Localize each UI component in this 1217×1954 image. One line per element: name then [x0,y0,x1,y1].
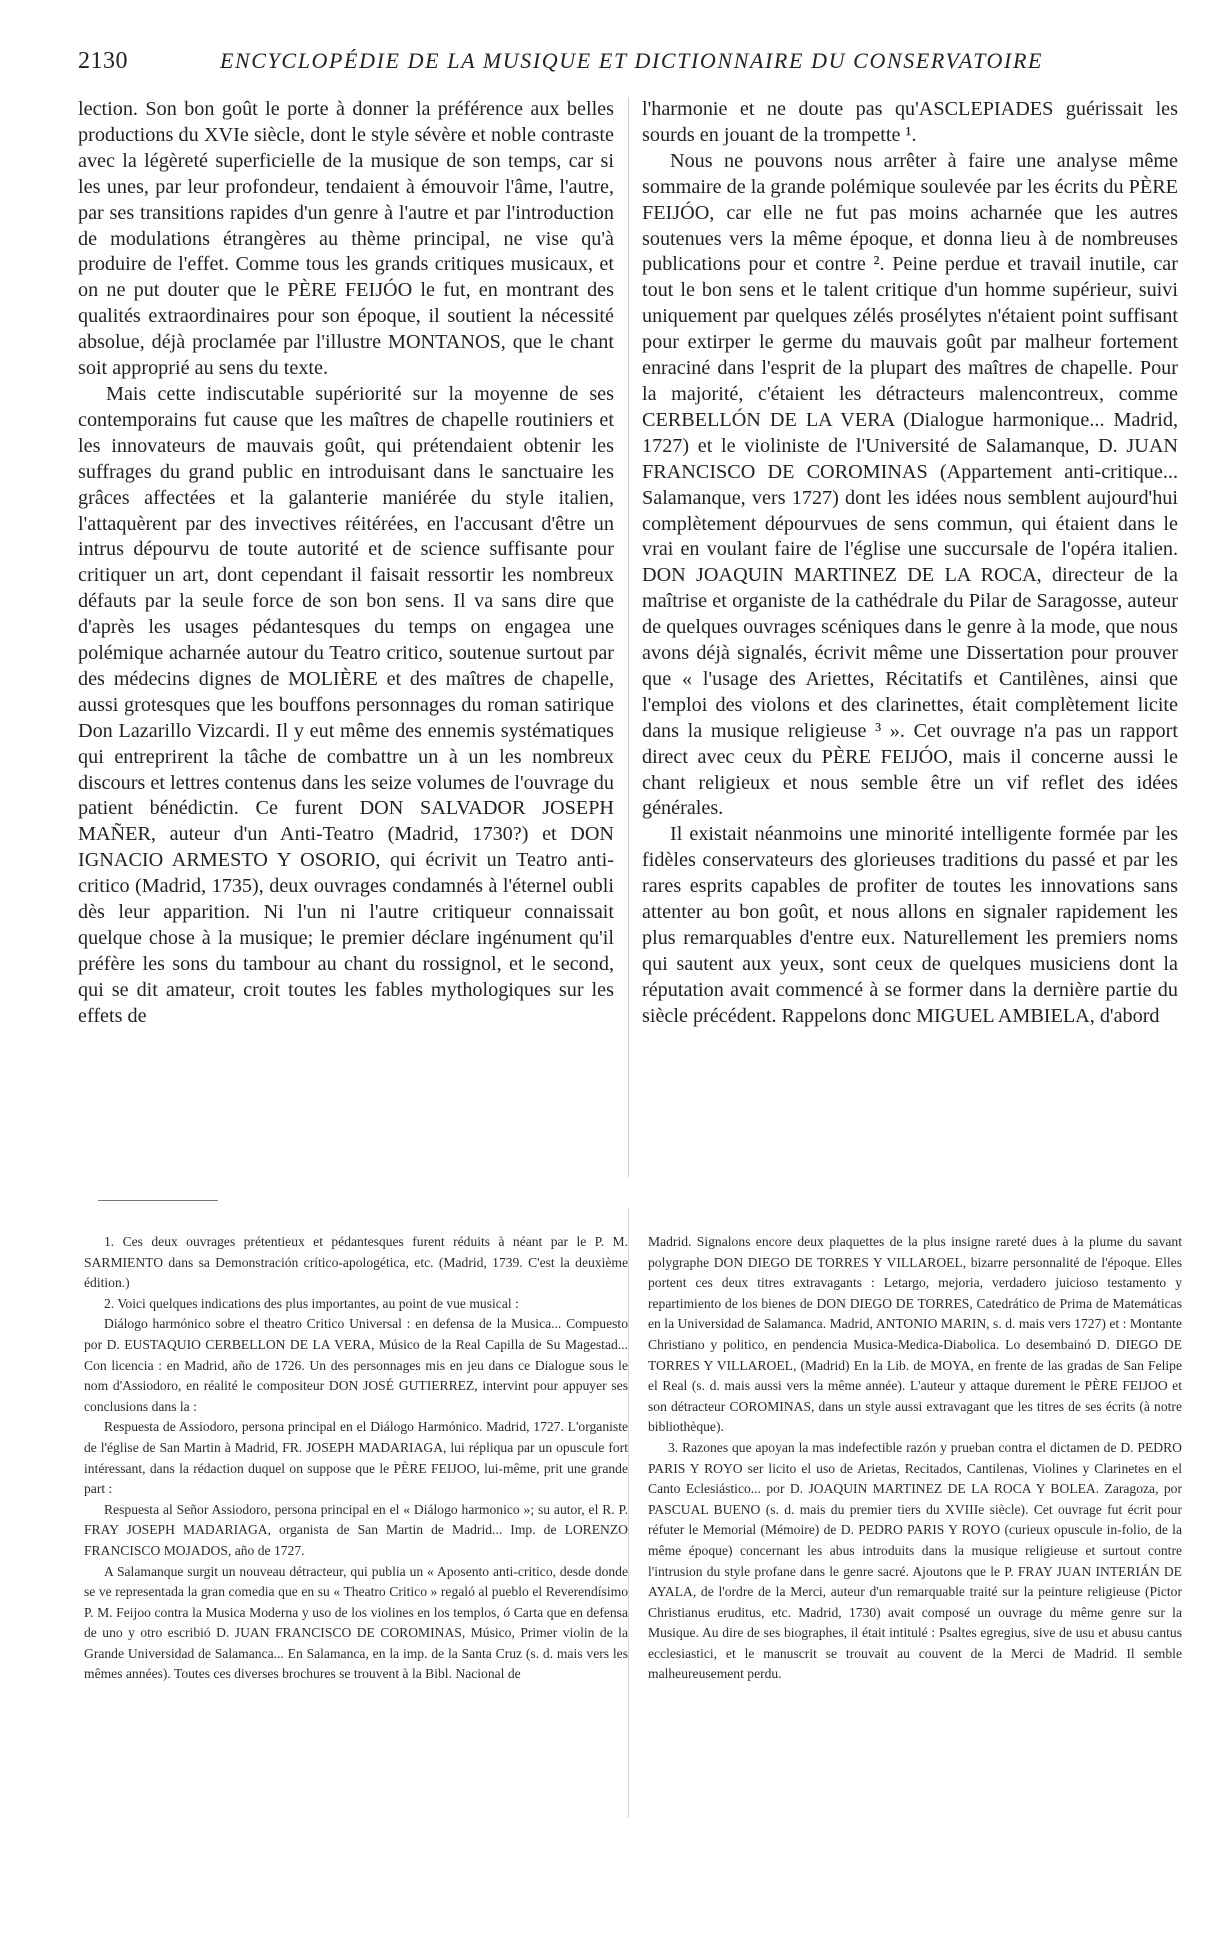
page-header [78,44,1140,80]
footnote-2-intro: 2. Voici quelques indications des plus importantes, au point de vue musical : [104,1295,519,1311]
footnote-2-entry-c: Respuesta al Señor Assiodoro, persona principal en el « Diálogo harmonico »; su autor, el R. P. FRAY JOSEPH MADARIAGA, organista de San Martin de Madrid... Imp. de LORENZO FRANCISCO MOJADOS, año de 1727. [84,1501,628,1558]
right-paragraph-2: Nous ne pouvons nous arrêter à faire une analyse même sommaire de la grande polémique soulevée par les écrits du PÈRE FEIJÓO, car elle ne fut pas moins acharnée que les autres soutenues vers la même époque, et donna lieu à de nombreuses publications pour et contre ². Peine perdue et travail inutile, car tout le bon sens et le talent critique d'un homme supérieur, suivi uniquement par quelques zélés prosélytes n'étaient point suffisant pour extirper le germe du mauvais goût par malheur fortement enraciné dans l'esprit de la plupart des maîtres de chapelle. Pour la majorité, c'étaient les détracteurs malencontreux, comme CERBELLÓN DE LA VERA (Dialogue harmonique... Madrid, 1727) et le violiniste de l'Université de Salamanque, D. JUAN FRANCISCO DE COROMINAS (Appartement anti-critique... Salamanque, vers 1727) dont les idées nous semblent aujourd'hui complètement dépourvues de sens commun, qui étaient dans le vrai en voulant faire de l'église une succursale de l'opéra italien. DON JOAQUIN MARTINEZ DE LA ROCA, directeur de la maîtrise et organiste de la cathédrale du Pilar de Saragosse, auteur de quelques ouvrages scéniques dans le genre à la mode, que nous avons déjà signalés, écrivit même une Dissertation pour prouver que « l'usage des Ariettes, Récitatifs et Cantilènes, ainsi que l'emploi des violons et des clarinettes, était complètement licite dans la musique religieuse ³ ». Cet ouvrage n'a pas un rapport direct avec ceux du PÈRE FEIJÓO, mais il concerne aussi le chant religieux et nous semble être un vif reflet des idées générales. [642,149,1178,820]
page-number: 2130 [78,48,128,74]
footnotes-left [84,1232,628,1685]
footnotes-right [648,1232,1182,1685]
right-column [642,97,1178,1030]
footnote-2-entry-d: A Salamanque surgit un nouveau détracteur, qui publia un « Aposento anti-critico, desde donde se ve representada la gran comedia que en su « Theatro Critico » regaló al pueblo el Reverendísimo P. M. Feijoo contra la Musica Moderna y uso de los violines en los templos, ó Carta que en defensa de uno y otro escribió D. JUAN FRANCISCO DE COROMINAS, Músico, Primer violin de la Grande Universidad de Salamanca... En Salamanca, en la imp. de la Santa Cruz (s. d. mais vers les mêmes années). Toutes ces diverses brochures se trouvent à la Bibl. Nacional de [84,1563,628,1682]
footnote-2-entry-a: Diálogo harmónico sobre el theatro Critico Universal : en defensa de la Musica... Compuesto por D. EUSTAQUIO CERBELLON DE LA VERA, Músico de la Real Capilla de Su Magestad... Con licencia : en Madrid, año de 1726. Un des personnages mis en jeu dans ce Dialogue sous le nom d'Assiodoro, en réalité le compositeur DON JOSÉ GUTIERREZ, intervint pour appuyer ses conclusions dans la : [84,1316,628,1414]
footnote-column-divider [628,1208,629,1818]
footnote-3: 3. Razones que apoyan la mas indefectible razón y prueban contra el dictamen de D. PEDRO PARIS Y ROYO ser licito el uso de Arietas, Recitados, Cantilenas, Violines y Clarinetes en el Canto Eclesiástico... por D. JOAQUIN MARTINEZ DE LA ROCA Y BOLEA. Zaragoza, por PASCUAL BUENO (s. d. mais du premier tiers du XVIIIe siècle). Cet ouvrage fut écrit pour réfuter le Memorial (Mémoire) de D. PEDRO PARIS Y ROYO (curieux opuscule in-folio, de la même époque) concernant les abus introduits dans la musique religieuse et surtout contre l'intrusion du style profane dans le genre sacré. Ajoutons que le P. FRAY JUAN INTERIÁN DE AYALA, de l'ordre de la Merci, auteur d'un remarquable traité sur la peinture religieuse (Pictor Christianus eruditus, etc. Madrid, 1730) avait composé un ouvrage du même genre sur la Musique. Au dire de ses biographes, il était intitulé : Psaltes egregius, sive de usu et abusu cantus ecclesiastici, et le manuscrit se trouvait au couvent de la Merci de Madrid. Il semble malheureusement perdu. [648,1439,1182,1682]
footnote-separator [98,1200,218,1201]
left-paragraph-1: lection. Son bon goût le porte à donner la préférence aux belles productions du XVIe siècle, dont le style sévère et noble contraste avec la légèreté superficielle de la musique de son temps, car si les unes, par leur profondeur, tendaient à émouvoir l'âme, l'autre, par ses transitions rapides d'un genre à l'autre et par l'introduction de modulations étrangères au thème principal, ne vise qu'à produire de l'effet. Comme tous les grands critiques musicaux, et on ne put douter que le PÈRE FEIJÓO le fut, en montrant des qualités extraordinaires pour son époque, il soutient la nécessité absolue, déjà proclamée par l'illustre MONTANOS, que le chant soit approprié au sens du texte. [78,98,614,380]
right-paragraph-1: l'harmonie et ne doute pas qu'ASCLEPIADES guérissait les sourds en jouant de la trompette ¹. [642,98,1178,146]
footnote-2-entry-b: Respuesta de Assiodoro, persona principal en el Diálogo Harmónico. Madrid, 1727. L'organiste de l'église de San Martin à Madrid, FR. JOSEPH MADARIAGA, lui répliqua par un opuscule fort intéressant, dans la rédaction duquel on suppose que le PÈRE FEIJOO, lui-même, prit une grande part : [84,1419,628,1497]
column-divider [628,97,629,1177]
left-column [78,97,614,1030]
running-title: ENCYCLOPÉDIE DE LA MUSIQUE ET DICTIONNAIRE DU CONSERVATOIRE [220,48,1044,73]
footnote-2-continued: Madrid. Signalons encore deux plaquettes de la plus insigne rareté dues à la plume du savant polygraphe DON DIEGO DE TORRES Y VILLAROEL, bizarre personnalité de l'époque. Elles portent ces deux titres extravagants : Letargo, mejoria, verdadero juicioso testamento y repartimiento de los bienes de DON DIEGO DE TORRES, Catedrático de Prima de Matemáticas en la Universidad de Salamanca. Madrid, ANTONIO MARIN, s. d. mais vers 1727) et : Montante Christiano y politico, en pendencia Musica-Medica-Diabolica. Lo desembainó D. DIEGO DE TORRES Y VILLAROEL, (Madrid) En la Lib. de MOYA, en frente de las gradas de San Felipe el Real (s. d. mais aussi vers la même année). L'auteur y attaque durement le PÈRE FEIJOO et son détracteur COROMINAS, dans un style aussi extravagant que les titres de ses écrits (à notre bibliothèque). [648,1234,1182,1435]
footnote-1: 1. Ces deux ouvrages prétentieux et pédantesques furent réduits à néant par le P. M. SARMIENTO dans sa Demonstración crítico-apologética, etc. (Madrid, 1739. C'est la deuxième édition.) [84,1234,628,1291]
left-paragraph-2: Mais cette indiscutable supériorité sur la moyenne de ses contemporains fut cause que les maîtres de chapelle routiniers et les innovateurs de mauvais goût, qui prétendaient obtenir les suffrages du grand public en introduisant dans le sanctuaire les grâces affectées et la galanterie maniérée du style italien, l'attaquèrent par des invectives réitérées, en l'accusant d'être un intrus dépourvu de toute autorité et de science suffisante pour critiquer un art, dont cependant il faisait ressortir les nombreux défauts par la seule force de son bon sens. Il va sans dire que d'après les usages pédantesques du temps on engagea une polémique acharnée autour du Teatro critico, soutenue surtout par des médecins dignes de MOLIÈRE et des maîtres de chapelle, aussi grotesques que les bouffons personnages du roman satirique Don Lazarillo Vizcardi. Il y eut même des ennemis systématiques qui entreprirent la tâche de combattre un à un les nombreux discours et lettres contenus dans les seize volumes de l'ouvrage du patient bénédictin. Ce furent DON SALVADOR JOSEPH MAÑER, auteur d'un Anti-Teatro (Madrid, 1730?) et DON IGNACIO ARMESTO Y OSORIO, qui écrivit un Teatro anti-critico (Madrid, 1735), deux ouvrages condamnés à l'éternel oubli dès leur apparition. Ni l'un ni l'autre critiqueur connaissait quelque chose à la musique; le premier déclare ingénument qu'il préfère les sons du tambour au chant du rossignol, et le second, qui se dit amateur, croit toutes les fables mythologiques sur les effets de [78,382,614,1027]
right-paragraph-3: Il existait néanmoins une minorité intelligente formée par les fidèles conservateurs des glorieuses traditions du passé et par les rares esprits capables de profiter de toutes les innovations sans attenter au bon goût, et nous allons en signaler rapidement les plus remarquables d'entre eux. Naturellement les premiers noms qui sautent aux yeux, sont ceux de quelques musiciens dont la réputation avait commencé à se former dans la dernière partie du siècle précédent. Rappelons donc MIGUEL AMBIELA, d'abord [642,823,1178,1027]
